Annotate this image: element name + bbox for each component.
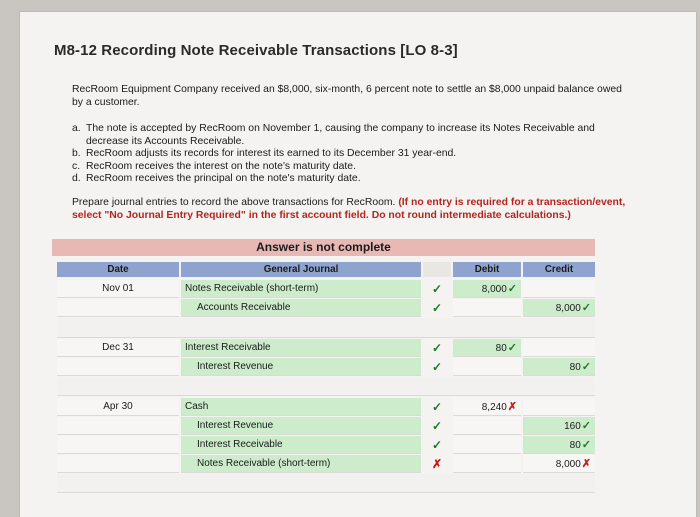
credit-cell[interactable]: 160✓: [523, 417, 595, 435]
table-row: [57, 339, 595, 357]
debit-cell[interactable]: [453, 417, 521, 435]
cross-icon: ✗: [507, 401, 517, 413]
instructions-note: (If no entry is required for a transaction/event, select "No Journal Entry Required" in the first account field. Do not round intermediate calculations.): [72, 197, 626, 221]
list-item: a. The note is accepted by RecRoom on November 1, causing the company to increase its Notes Receivable and decrease its Accounts Receivable.: [72, 123, 595, 147]
check-icon: ✓: [507, 283, 517, 295]
table-row: [57, 455, 595, 473]
debit-cell[interactable]: [453, 299, 521, 317]
header-spacer: [423, 262, 451, 277]
instructions-text: Prepare journal entries to record the above transactions for RecRoom.: [72, 197, 396, 208]
date-cell[interactable]: Apr 30: [57, 398, 179, 416]
check-icon: ✓: [431, 341, 443, 355]
instructions: [72, 197, 627, 222]
credit-cell[interactable]: 8,000✗: [523, 455, 595, 473]
check-icon: ✓: [507, 342, 517, 354]
table-row-spacer: [57, 377, 595, 396]
check-icon: ✓: [431, 360, 443, 374]
check-icon: ✓: [581, 361, 591, 373]
list-item: c. RecRoom receives the interest on the note's maturity date.: [72, 160, 356, 172]
credit-cell[interactable]: 8,000✓: [523, 299, 595, 317]
account-cell[interactable]: Notes Receivable (short-term): [181, 455, 421, 473]
account-cell[interactable]: Interest Receivable: [181, 339, 421, 357]
date-cell[interactable]: [57, 455, 179, 473]
intro-text: RecRoom Equipment Company received an $8,000, six-month, 6 percent note to settle an $8,000 unpaid balance owed by a customer.: [72, 84, 622, 108]
date-cell[interactable]: Nov 01: [57, 280, 179, 298]
date-cell[interactable]: Dec 31: [57, 339, 179, 357]
check-icon: ✓: [431, 301, 443, 315]
date-cell[interactable]: [57, 436, 179, 454]
page-title: M8-12 Recording Note Receivable Transactions [LO 8-3]: [54, 42, 458, 59]
credit-cell[interactable]: 80✓: [523, 436, 595, 454]
table-row: [57, 417, 595, 435]
check-icon: ✓: [581, 420, 591, 432]
debit-cell[interactable]: [453, 436, 521, 454]
answer-status-banner: Answer is not complete: [52, 239, 595, 256]
table-row-spacer: [57, 474, 595, 493]
debit-cell[interactable]: [453, 455, 521, 473]
date-cell[interactable]: [57, 417, 179, 435]
cross-icon: ✗: [431, 457, 443, 471]
account-cell[interactable]: Interest Receivable: [181, 436, 421, 454]
debit-cell[interactable]: [453, 358, 521, 376]
debit-cell[interactable]: 8,240✗: [453, 398, 521, 416]
account-cell[interactable]: Notes Receivable (short-term): [181, 280, 421, 298]
credit-cell[interactable]: 80✓: [523, 358, 595, 376]
table-row: [57, 358, 595, 376]
header-date: Date: [57, 262, 179, 277]
date-cell[interactable]: [57, 358, 179, 376]
header-general-journal: General Journal: [181, 262, 421, 277]
credit-cell[interactable]: [523, 398, 595, 416]
debit-cell[interactable]: 80✓: [453, 339, 521, 357]
account-cell[interactable]: Interest Revenue: [181, 417, 421, 435]
table-row: [57, 280, 595, 298]
date-cell[interactable]: [57, 299, 179, 317]
cross-icon: ✗: [581, 458, 591, 470]
check-icon: ✓: [431, 438, 443, 452]
check-icon: ✓: [431, 419, 443, 433]
table-row: [57, 398, 595, 416]
table-row-spacer: [57, 325, 595, 338]
check-icon: ✓: [431, 400, 443, 414]
transaction-list: [72, 123, 632, 186]
list-item: b. RecRoom adjusts its records for interest its earned to its December 31 year-end.: [72, 148, 457, 159]
table-row: [57, 299, 595, 317]
list-item: d. RecRoom receives the principal on the note's maturity date.: [72, 173, 361, 184]
check-icon: ✓: [431, 282, 443, 296]
header-debit: Debit: [453, 262, 521, 277]
account-cell[interactable]: Accounts Receivable: [181, 299, 421, 317]
check-icon: ✓: [581, 439, 591, 451]
account-cell[interactable]: Cash: [181, 398, 421, 416]
table-row: [57, 436, 595, 454]
credit-cell[interactable]: [523, 280, 595, 298]
debit-cell[interactable]: 8,000✓: [453, 280, 521, 298]
header-credit: Credit: [523, 262, 595, 277]
account-cell[interactable]: Interest Revenue: [181, 358, 421, 376]
credit-cell[interactable]: [523, 339, 595, 357]
check-icon: ✓: [581, 302, 591, 314]
